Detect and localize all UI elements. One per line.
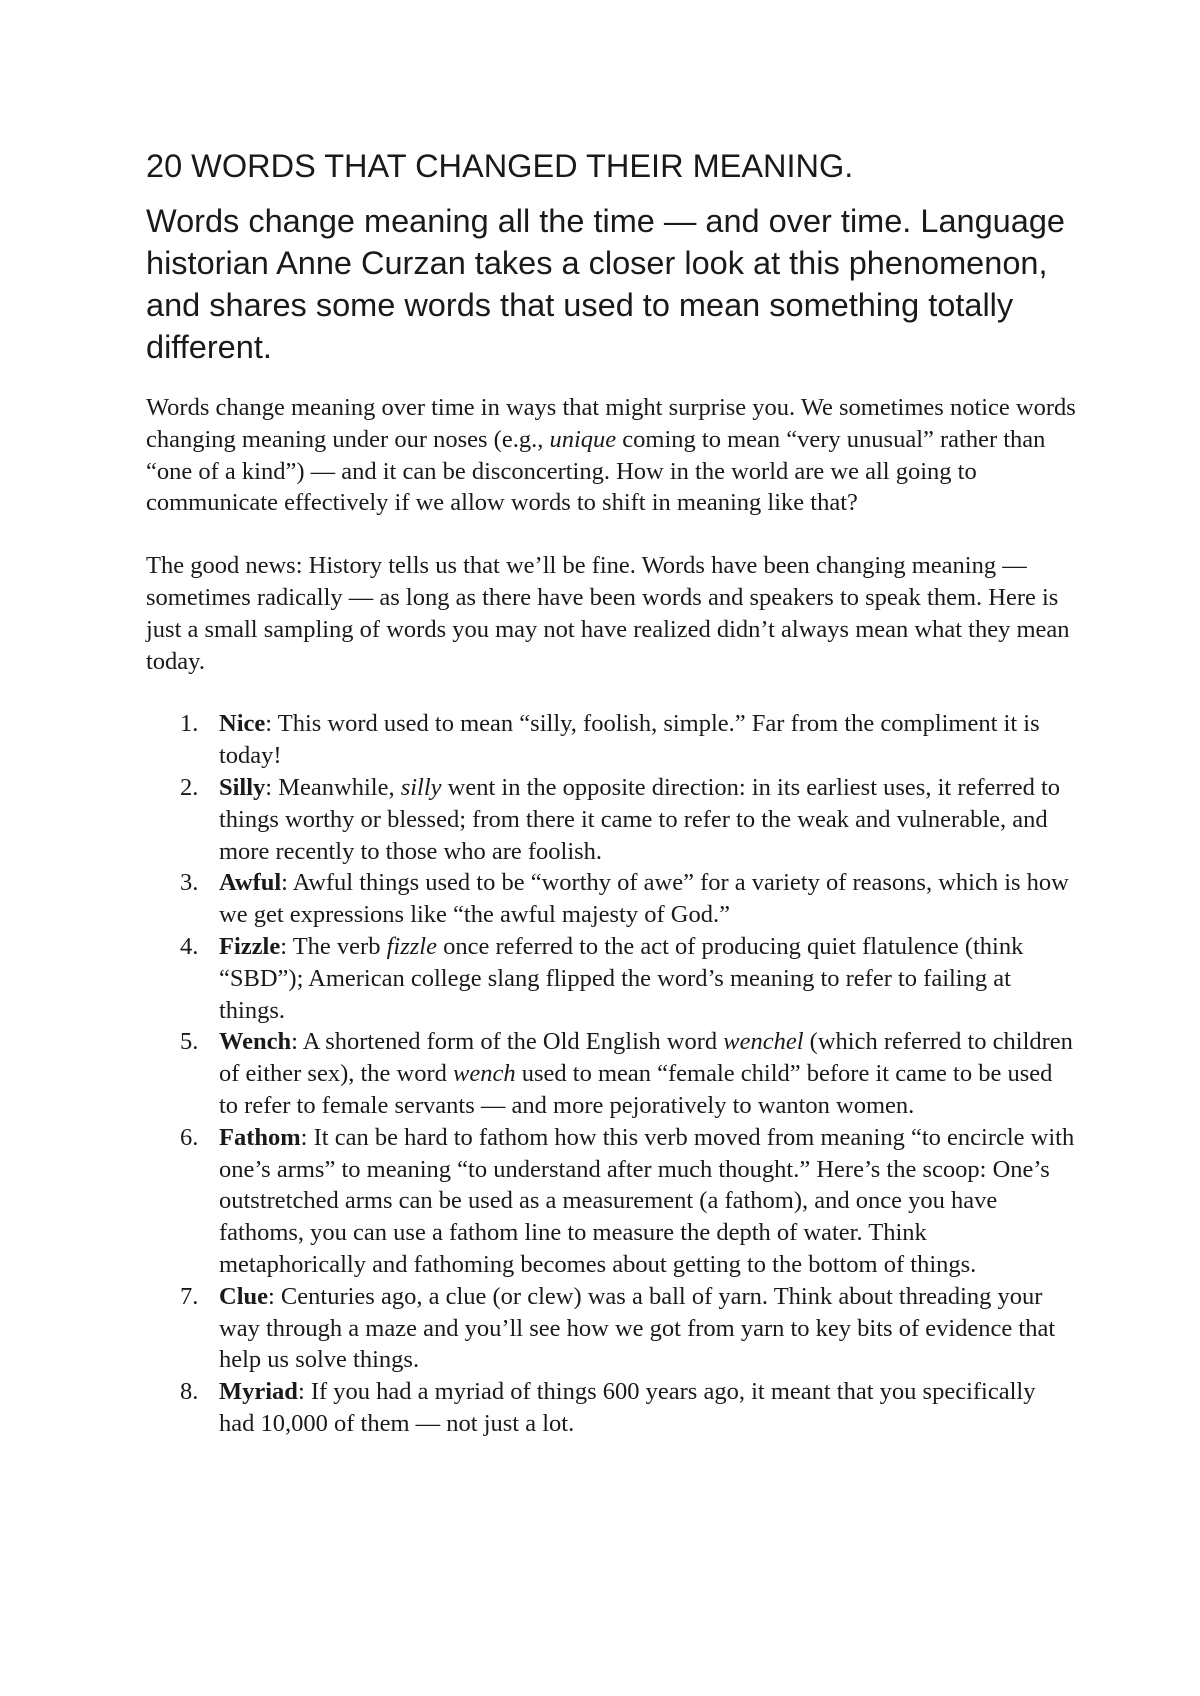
list-item-number: 4.	[180, 932, 199, 960]
document-page	[146, 144, 1076, 1440]
intro-p1-text-b: coming to mean “very unusual” rather than “one of a kind”) — and it can be disconcerting. How in the world are we all going to communicate effectively if we allow words to shift in meaning like that?	[146, 425, 1046, 517]
list-item-term: Awful	[219, 869, 282, 897]
list-item-text-b: (which referred to children of either sex), the word	[219, 1028, 1073, 1088]
list-item-term: Fizzle	[219, 932, 281, 960]
list-item-term: Nice	[219, 710, 266, 738]
list-item-term: Wench	[219, 1028, 292, 1056]
list-item-fathom	[146, 1122, 1076, 1281]
list-item-term: Fathom	[219, 1123, 301, 1151]
list-item-nice	[146, 708, 1076, 772]
list-item-emphasis: wenchel	[723, 1028, 804, 1056]
list-item-number: 2.	[180, 773, 199, 801]
list-item-number: 8.	[180, 1378, 199, 1406]
list-item-myriad	[146, 1376, 1076, 1440]
document-title: 20 WORDS THAT CHANGED THEIR MEANING.	[146, 148, 854, 184]
list-item-term: Myriad	[219, 1378, 298, 1406]
list-item-text: : It can be hard to fathom how this verb moved from meaning “to encircle with one’s arms” to meaning “to understand after much thought.” Here’s the scoop: One’s outstretched arms can be used as a measurement (a fathom), and once you have fathoms, you can use a fathom line to measure the depth of water. Think metaphorically and fathoming becomes about getting to the bottom of things.	[219, 1123, 1075, 1278]
list-item-emphasis-2: wench	[453, 1060, 516, 1088]
list-item-number: 7.	[180, 1282, 199, 1310]
list-item-text: : This word used to mean “silly, foolish, simple.” Far from the compliment it is today!	[219, 710, 1040, 770]
list-item-number: 6.	[180, 1123, 199, 1151]
list-item-awful	[146, 867, 1076, 931]
list-item-text-c: used to mean “female child” before it came to be used to refer to female servants — and more pejoratively to wanton women.	[219, 1060, 1053, 1119]
list-item-fizzle	[146, 931, 1076, 1026]
word-list	[146, 708, 1076, 1439]
list-item-number: 5.	[180, 1028, 199, 1056]
list-item-text-b: went in the opposite direction: in its earliest uses, it referred to things worthy or blessed; from there it came to refer to the weak and vulnerable, and more recently to those who are foolish.	[219, 773, 1061, 865]
list-item-number: 1.	[180, 710, 199, 738]
list-item-text-b: once referred to the act of producing quiet flatulence (think “SBD”); American college slang flipped the word’s meaning to refer to failing at things.	[219, 932, 1024, 1024]
list-item-term: Clue	[219, 1282, 268, 1310]
intro-paragraph-2: The good news: History tells us that we’ll be fine. Words have been changing meaning — sometimes radically — as long as there have been words and speakers to speak them. Here is just a small sampling of words you may not have realized didn’t always mean what they mean today.	[146, 552, 1070, 675]
list-item-text: : If you had a myriad of things 600 years ago, it meant that you specifically had 10,000 of them — not just a lot.	[219, 1378, 1036, 1437]
list-item-term: Silly	[219, 773, 266, 801]
list-item-emphasis: silly	[400, 773, 442, 801]
intro-p1-text-a: Words change meaning over time in ways that might surprise you. We sometimes notice words changing meaning under our noses (e.g.,	[146, 394, 1076, 453]
list-item-text: : Centuries ago, a clue (or clew) was a ball of yarn. Think about threading your way through a maze and you’ll see how we got from yarn to key bits of evidence that help us solve things.	[219, 1282, 1056, 1374]
list-item-clue	[146, 1281, 1076, 1376]
intro-p1-emphasis: unique	[549, 425, 617, 453]
list-item-number: 3.	[180, 869, 199, 897]
document-subtitle: Words change meaning all the time — and over time. Language historian Anne Curzan takes a closer look at this phenomenon, and shares some words that used to mean something totally different.	[146, 203, 1065, 365]
list-item-text-a: : The verb	[280, 932, 387, 960]
list-item-text-a: : A shortened form of the Old English word	[291, 1028, 724, 1056]
intro-paragraph-1	[146, 392, 1076, 519]
list-item-text: : Awful things used to be “worthy of awe” for a variety of reasons, which is how we get expressions like “the awful majesty of God.”	[219, 869, 1069, 929]
list-item-text-a: : Meanwhile,	[265, 773, 401, 801]
list-item-wench	[146, 1026, 1076, 1121]
list-item-emphasis: fizzle	[386, 932, 437, 960]
list-item-silly	[146, 772, 1076, 867]
